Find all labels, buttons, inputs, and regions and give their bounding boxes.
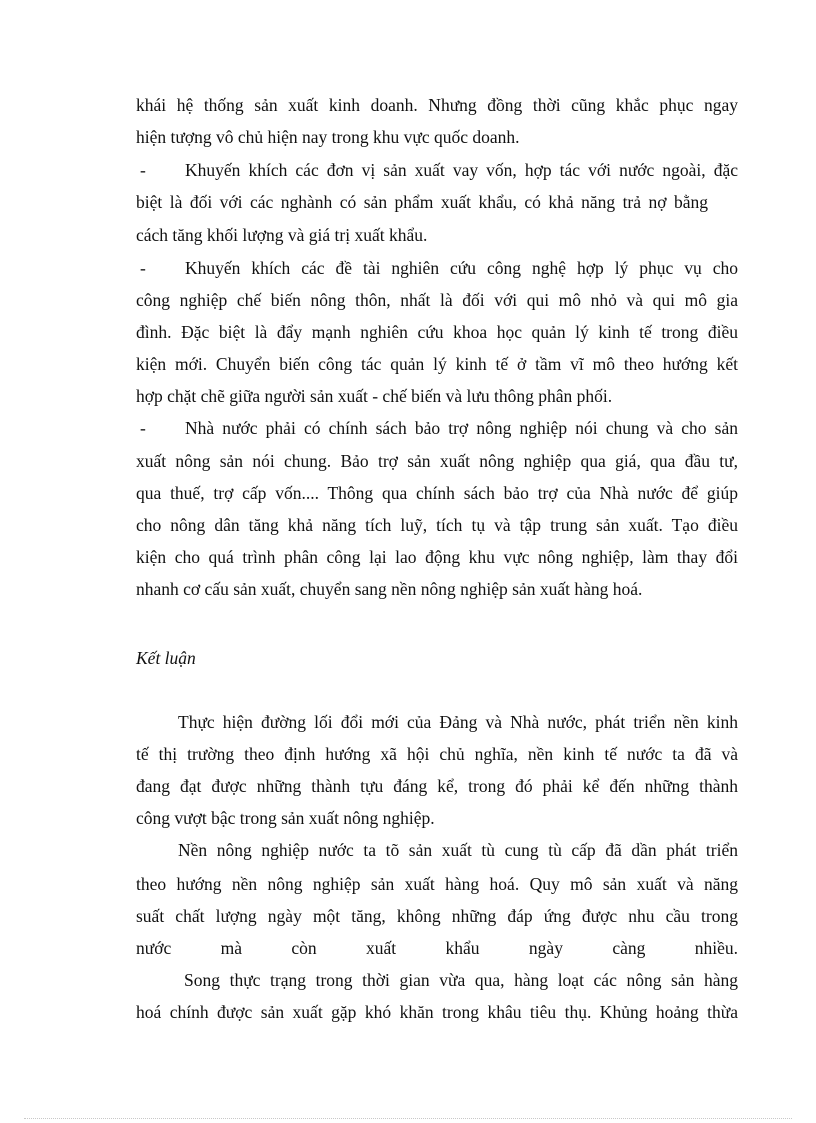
section-heading: Kết luận <box>136 648 196 668</box>
text-line: tế thị trường theo định hướng xã hội chủ nghĩa, nền kinh tế nước ta đã và <box>136 744 738 764</box>
text-line: biệt là đối với các nghành có sản phẩm xuất khẩu, có khả năng trả nợ bằng <box>136 192 708 212</box>
text-line: Nhà nước phải có chính sách bảo trợ nông nghiệp nói chung và cho sản <box>185 418 738 438</box>
text-line: Nền nông nghiệp nước ta tõ sản xuất tù cung tù cấp đã dần phát triển <box>178 840 738 860</box>
text-line: kiện cho quá trình phân công lại lao động khu vực nông nghiệp, làm thay đổi <box>136 547 738 567</box>
text-line: kiện mới. Chuyển biến công tác quản lý kinh tế ở tầm vĩ mô theo hướng kết <box>136 354 738 374</box>
text-line: hiện tượng vô chủ hiện nay trong khu vực quốc doanh. <box>136 127 520 147</box>
text-line: nước mà còn xuất khẩu ngày càng nhiều. <box>136 938 738 958</box>
bullet-marker: - <box>140 418 146 438</box>
text-line: khái hệ thống sản xuất kinh doanh. Nhưng đồng thời cũng khắc phục ngay <box>136 95 738 115</box>
text-line: hoá chính được sản xuất gặp khó khăn trong khâu tiêu thụ. Khủng hoảng thừa <box>136 1002 738 1022</box>
text-line: nhanh cơ cấu sản xuất, chuyển sang nền nông nghiệp sản xuất hàng hoá. <box>136 579 643 599</box>
text-line: công vượt bậc trong sản xuất nông nghiệp. <box>136 808 435 828</box>
text-line: xuất nông sản nói chung. Bảo trợ sản xuất nông nghiệp qua giá, qua đầu tư, <box>136 451 738 471</box>
text-line: hợp chặt chẽ giữa người sản xuất - chế biến và lưu thông phân phối. <box>136 386 613 406</box>
text-line: Khuyến khích các đề tài nghiên cứu công nghệ hợp lý phục vụ cho <box>185 258 738 278</box>
text-line: theo hướng nền nông nghiệp sản xuất hàng hoá. Quy mô sản xuất và năng <box>136 874 738 894</box>
text-line: suất chất lượng ngày một tăng, không những đáp ứng được nhu cầu trong <box>136 906 738 926</box>
bullet-marker: - <box>140 160 146 180</box>
text-line: cách tăng khối lượng và giá trị xuất khẩu. <box>136 225 428 245</box>
text-line: cho nông dân tăng khả năng tích luỹ, tích tụ và tập trung sản xuất. Tạo điều <box>136 515 738 535</box>
text-line: qua thuế, trợ cấp vốn.... Thông qua chính sách bảo trợ của Nhà nước để giúp <box>136 483 738 503</box>
text-line: đang đạt được những thành tựu đáng kể, trong đó phải kể đến những thành <box>136 776 738 796</box>
text-line: công nghiệp chế biến nông thôn, nhất là đối với qui mô nhỏ và qui mô gia <box>136 290 738 310</box>
footer-rule <box>24 1118 792 1119</box>
text-line: Song thực trạng trong thời gian vừa qua, hàng loạt các nông sản hàng <box>184 970 738 990</box>
text-line: Thực hiện đường lối đổi mới của Đảng và Nhà nước, phát triển nền kinh <box>178 712 738 732</box>
text-line: đình. Đặc biệt là đẩy mạnh nghiên cứu khoa học quản lý kinh tế trong điều <box>136 322 738 342</box>
bullet-marker: - <box>140 258 146 278</box>
text-line: Khuyến khích các đơn vị sản xuất vay vốn, hợp tác với nước ngoài, đặc <box>185 160 738 180</box>
